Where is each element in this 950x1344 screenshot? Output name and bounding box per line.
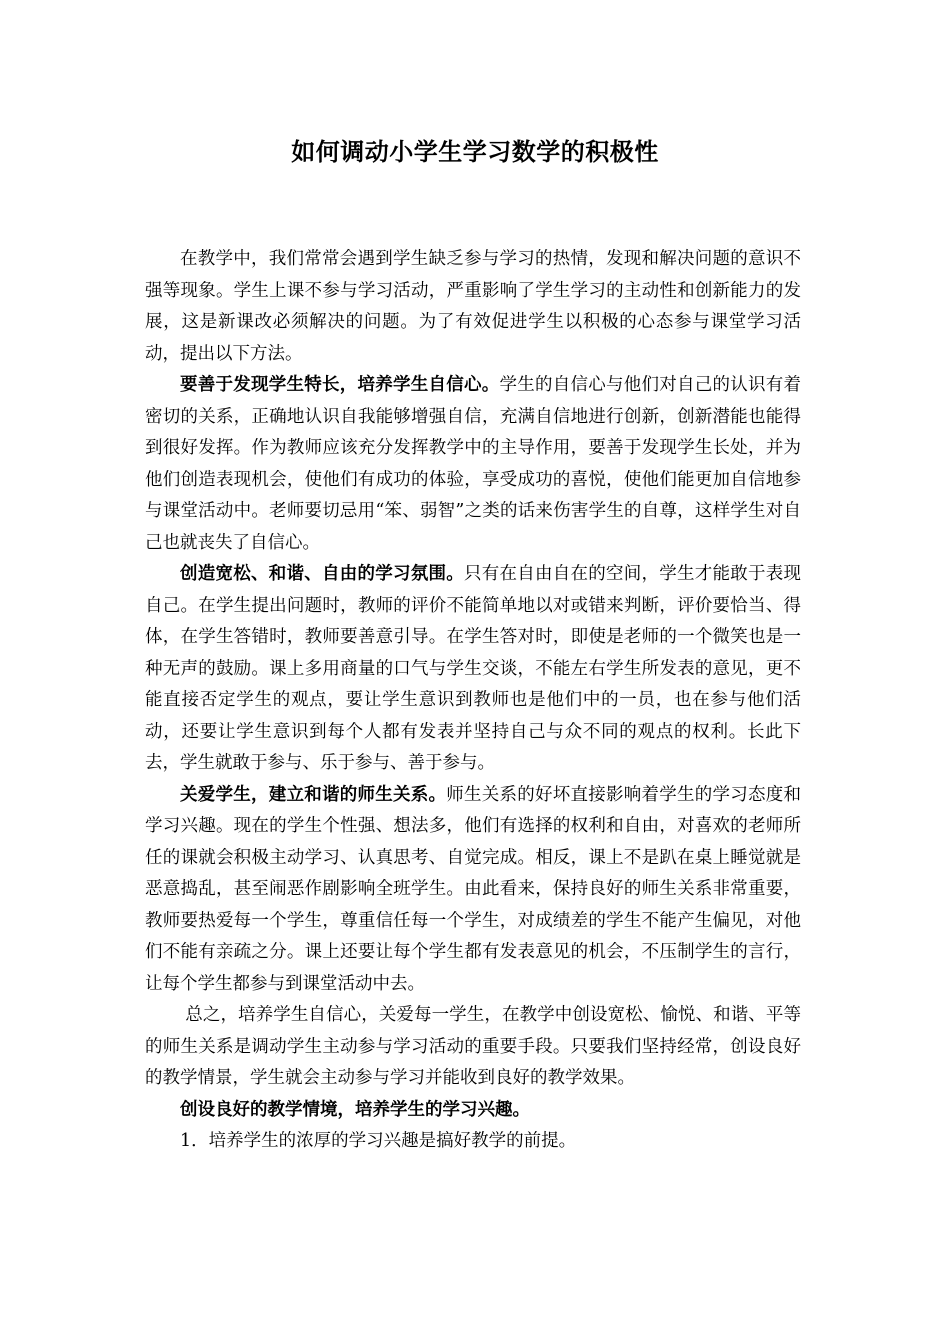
section-text-confidence: 学生的自信心与他们对自己的认识有着密切的关系，正确地认识自我能够增强自信，充满自信地进行创新，创新潜能也能得到很好发挥。作为教师应该充分发挥教学中的主导作用，要善于发现学生长处，并为他们创造表现机会，使他们有成功的体验，享受成功的喜悦，使他们能更加自信地参与课堂活动中。老师要切忌用“笨、弱智”之类的话来伤害学生的自尊，这样学生对自己也就丧失了自信心。 (145, 375, 801, 553)
next-section-paragraph (145, 1095, 801, 1127)
section-paragraph-atmosphere (145, 559, 801, 780)
section-text-atmosphere: 只有在自由自在的空间，学生才能敢于表现自己。在学生提出问题时，教师的评价不能简单地以对或错来判断，评价要恰当、得体，在学生答错时，教师要善意引导。在学生答对时，即使是老师的一个微笑也是一种无声的鼓励。课上多用商量的口气与学生交谈，不能左右学生所发表的意见，更不能直接否定学生的观点，要让学生意识到教师也是他们中的一员，也在参与他们活动，还要让学生意识到每个人都有发表并坚持自己与众不同的观点的权利。长此下去，学生就敢于参与、乐于参与、善于参与。 (145, 564, 801, 773)
section-heading-atmosphere: 创造宽松、和谐、自由的学习氛围。 (180, 564, 464, 584)
document-body (145, 244, 801, 1158)
document-title: 如何调动小学生学习数学的积极性 (291, 137, 659, 166)
summary-paragraph: 总之，培养学生自信心，关爱每一学生，在教学中创设宽松、愉悦、和谐、平等的师生关系是调动学生主动参与学习活动的重要手段。只要我们坚持经常，创设良好的教学情景，学生就会主动参与学习并能收到良好的教学效果。 (145, 1005, 801, 1088)
list-item: 1．培养学生的浓厚的学习兴趣是搞好教学的前提。 (180, 1131, 577, 1151)
section-heading-relationship: 关爱学生，建立和谐的师生关系。 (180, 784, 447, 805)
section-paragraph-confidence (145, 370, 801, 559)
intro-paragraph: 在教学中，我们常常会遇到学生缺乏参与学习的热情，发现和解决问题的意识不强等现象。学生上课不参与学习活动，严重影响了学生学习的主动性和创新能力的发展，这是新课改必须解决的问题。为了有效促进学生以积极的心态参与课堂学习活动，提出以下方法。 (145, 249, 801, 364)
next-section-heading: 创设良好的教学情境，培养学生的学习兴趣。 (180, 1099, 530, 1120)
section-heading-confidence: 要善于发现学生特长，培养学生自信心。 (180, 375, 500, 395)
section-paragraph-relationship (145, 780, 801, 1001)
section-text-relationship: 师生关系的好坏直接影响着学生的学习态度和学习兴趣。现在的学生个性强、想法多，他们有选择的权利和自由，对喜欢的老师所任的课就会积极主动学习、认真思考、自觉完成。相反，课上不是趴在桌上睡觉就是恶意捣乱，甚至闹恶作剧影响全班学生。由此看来，保持良好的师生关系非常重要，教师要热爱每一个学生，尊重信任每一个学生，对成绩差的学生不能产生偏见，对他们不能有亲疏之分。课上还要让每个学生都有发表意见的机会，不压制学生的言行，让每个学生都参与到课堂活动中去。 (145, 784, 801, 994)
